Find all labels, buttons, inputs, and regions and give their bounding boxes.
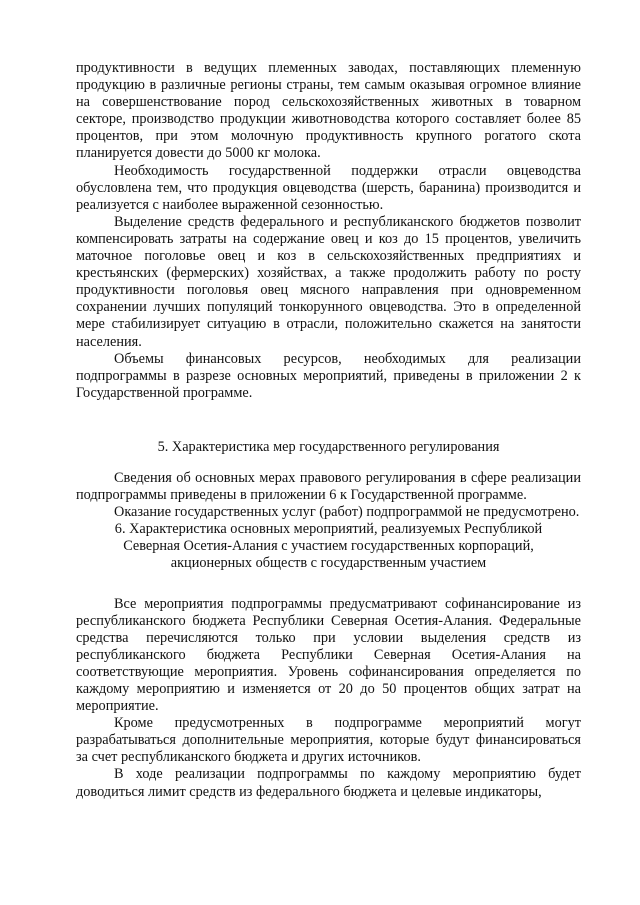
document-page xyxy=(76,60,581,801)
paragraph-continued: продуктивности в ведущих племенных заводах, поставляющих племенную продукцию в различные регионы страны, тем самым оказывая огромное влияние на совершенствование пород сельскохозяйственных животных в товарном секторе, производство продукции животноводства которого составляет более 85 процентов, при этом молочную продуктивность крупного рогатого скота планируется довести до 5000 кг молока. xyxy=(76,60,581,162)
section-6-heading-line-3: акционерных обществ с государственным участием xyxy=(170,555,487,572)
section-6-heading xyxy=(76,521,581,572)
paragraph-limits: В ходе реализации подпрограммы по каждому мероприятию будет доводиться лимит средств из федерального бюджета и целевые индикаторы, xyxy=(76,766,581,800)
paragraph-financial-resources: Объемы финансовых ресурсов, необходимых для реализации подпрограммы в разрезе основных мероприятий, приведены в приложении 2 к Государственной программе. xyxy=(76,350,581,401)
paragraph-sheep-support: Необходимость государственной поддержки отрасли овцеводства обусловлена тем, что продукция овцеводства (шерсть, баранина) производится и реализуется с наиболее выраженной сезонностью. xyxy=(76,162,581,213)
paragraph-cofinancing: Все мероприятия подпрограммы предусматривают софинансирование из республиканского бюджета Республики Северная Осетия-Алания. Федеральные средства перечисляются только при условии выделения средств из республиканского бюджета Республики Северная Осетия-Алания на соответствующие мероприятия. Уровень софинансирования определяется по каждому мероприятию и изменяется от 20 до 50 процентов общих затрат на мероприятие. xyxy=(76,595,581,715)
section-5-heading: 5. Характеристика мер государственного регулирования xyxy=(157,438,500,455)
paragraph-state-services: Оказание государственных услуг (работ) подпрограммой не предусмотрено. xyxy=(114,504,580,521)
section-6-heading-line-1: 6. Характеристика основных мероприятий, реализуемых Республикой xyxy=(114,521,543,538)
paragraph-additional-measures: Кроме предусмотренных в подпрограмме мероприятий могут разрабатываться дополнительные мероприятия, которые будут финансироваться за счет республиканского бюджета и других источников. xyxy=(76,715,581,766)
paragraph-legal-regulation: Сведения об основных мерах правового регулирования в сфере реализации подпрограммы приведены в приложении 6 к Государственной программе. xyxy=(76,469,581,504)
section-6-heading-line-2: Северная Осетия-Алания с участием государственных корпораций, xyxy=(123,538,534,555)
paragraph-budget-allocation: Выделение средств федерального и республиканского бюджетов позволит компенсировать затраты на содержание овец и коз до 15 процентов, увеличить маточное поголовье овец и коз в сельскохозяйственных предприятиях и крестьянских (фермерских) хозяйствах, а также продолжить работу по росту продуктивности поголовья овец мясного направления при одновременном сохранении лучших популяций тонкорунного овцеводства. Это в определенной мере стабилизирует ситуацию в отрасли, положительно скажется на занятости населения. xyxy=(76,213,581,350)
